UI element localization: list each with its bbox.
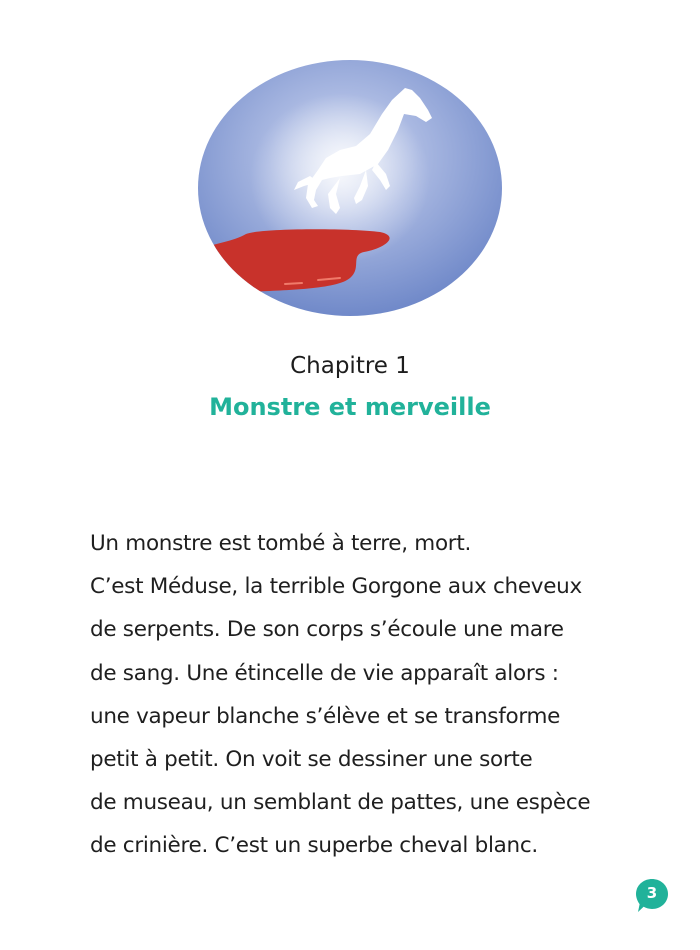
body-line: de sang. Une étincelle de vie apparaît alors : [90, 660, 559, 686]
body-line: C’est Méduse, la terrible Gorgone aux cheveux [90, 574, 582, 600]
body-line: de serpents. De son corps s’écoule une mare [90, 617, 564, 643]
body-line: Un monstre est tombé à terre, mort. [90, 531, 472, 556]
body-line: une vapeur blanche s’élève et se transforme [90, 703, 561, 729]
body-line: de museau, un semblant de pattes, une espèce [90, 790, 591, 816]
chapter-title: Monstre et merveille [209, 393, 491, 421]
chapter-illustration [190, 58, 510, 318]
chapter-label: Chapitre 1 [290, 353, 410, 379]
body-line: de crinière. C’est un superbe cheval blanc. [90, 833, 538, 859]
page-number-badge [636, 878, 670, 914]
page-number: 3 [646, 884, 658, 902]
white-horse-over-blood-pool-icon [190, 58, 510, 318]
body-text [90, 522, 610, 868]
body-line: petit à petit. On voit se dessiner une sorte [90, 747, 533, 773]
